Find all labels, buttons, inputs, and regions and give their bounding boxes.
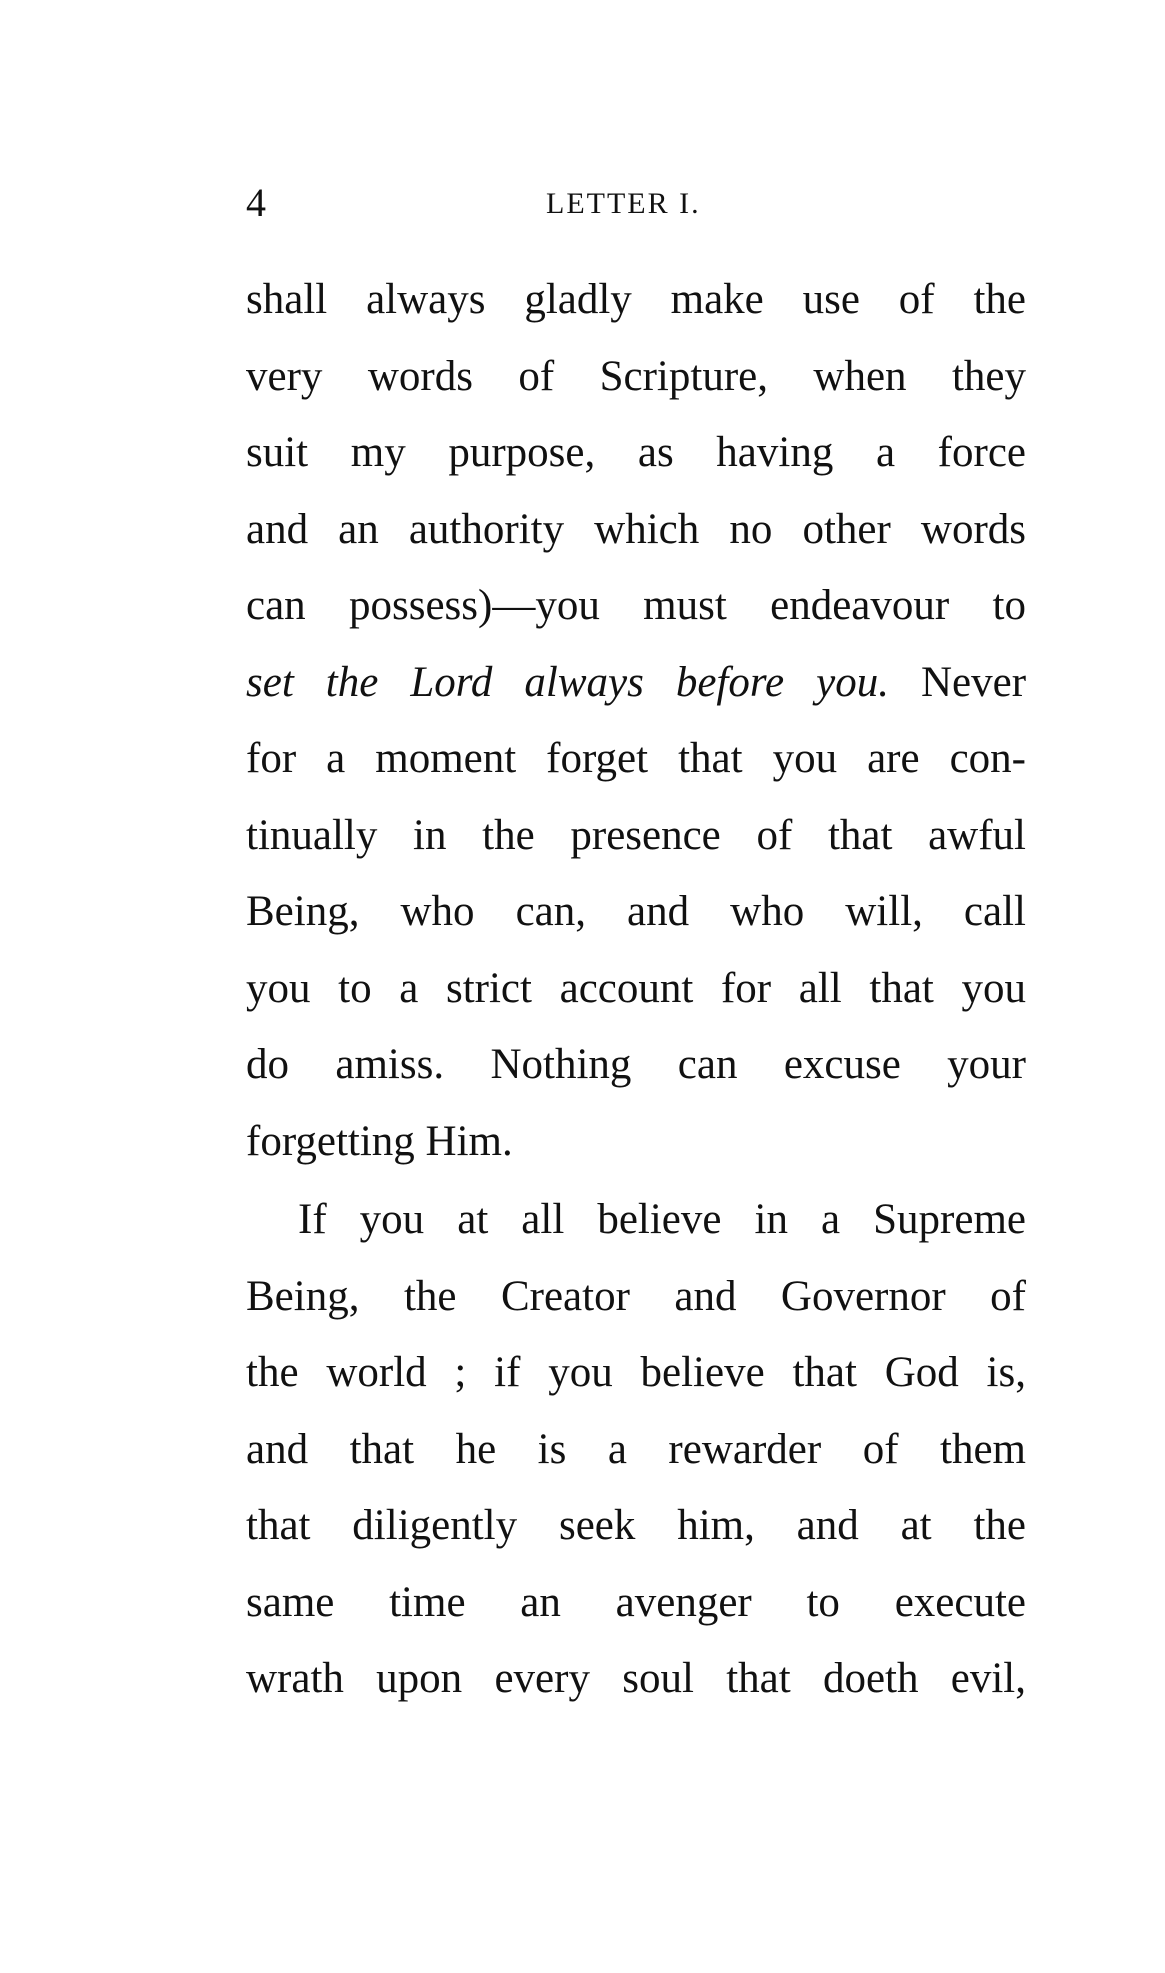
running-head <box>246 178 1026 228</box>
body-text <box>246 262 1026 1718</box>
text-line: shall always gladly make use of the <box>246 276 1026 323</box>
running-title: LETTER I. <box>546 187 701 220</box>
text-line-rest: Never <box>888 658 1027 706</box>
text-line: do amiss. Nothing can excuse your <box>246 1041 1026 1088</box>
text-line: you to a strict account for all that you <box>246 964 1026 1012</box>
italic-phrase: set the Lord always before you. <box>246 658 889 706</box>
text-line: and that he is a rewarder of them <box>246 1425 1026 1473</box>
text-line: that diligently seek him, and at the <box>246 1502 1026 1549</box>
text-line: for a moment forget that you are con- <box>246 735 1026 782</box>
text-line: If you at all believe in a Supreme <box>298 1196 1026 1243</box>
text-line: suit my purpose, as having a force <box>246 429 1026 476</box>
page-number: 4 <box>246 180 266 225</box>
text-line: same time an avenger to execute <box>246 1578 1026 1626</box>
text-line: can possess)—you must endeavour to <box>246 582 1026 629</box>
text-line: tinually in the presence of that awful <box>246 811 1026 859</box>
text-line: wrath upon every soul that doeth evil, <box>246 1655 1026 1702</box>
text-line-with-italic <box>246 645 1026 722</box>
text-line: Being, the Creator and Governor of <box>246 1272 1026 1320</box>
text-line: very words of Scripture, when they <box>246 352 1026 400</box>
text-line: forgetting Him. <box>246 1117 513 1165</box>
text-line: the world ; if you believe that God is, <box>246 1349 1026 1396</box>
text-line: Being, who can, and who will, call <box>246 888 1026 935</box>
text-line: and an authority which no other words <box>246 505 1026 553</box>
